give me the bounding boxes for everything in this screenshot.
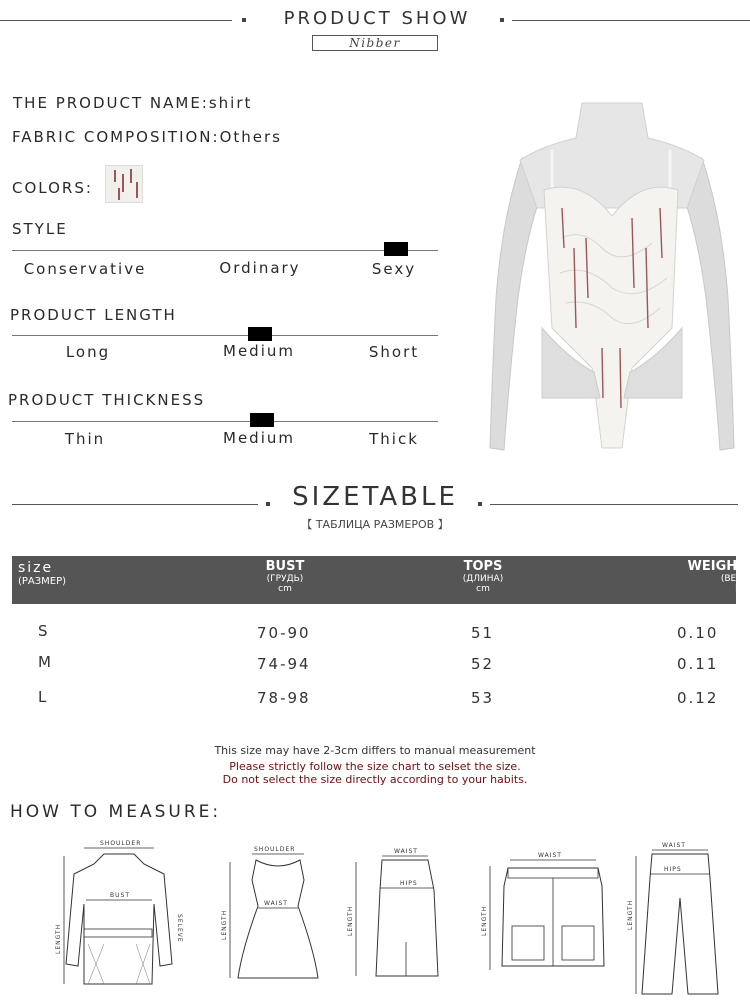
sizetable-title: SIZETABLE — [292, 482, 458, 512]
thickness-option: Medium — [223, 429, 295, 447]
waist-label: WAIST — [538, 852, 562, 859]
style-option: Sexy — [371, 260, 417, 278]
bust-label: BUST — [110, 892, 130, 899]
length-scale-line — [12, 335, 438, 336]
col-header-tops: TOPS (ДЛИНА) cm — [462, 559, 504, 594]
header-line-right — [512, 20, 750, 21]
header-dot-left — [242, 18, 246, 22]
style-option: Ordinary — [219, 259, 301, 277]
thickness-option: Thick — [369, 430, 419, 448]
shoulder-label: SHOULDER — [100, 840, 142, 847]
col-header-bust: BUST (ГРУДЬ) cm — [265, 559, 305, 594]
table-cell-bust: 78-98 — [257, 689, 311, 707]
table-cell-size: M — [38, 653, 53, 671]
length-option: Short — [368, 343, 420, 361]
shoulder-label: SHOULDER — [254, 846, 296, 853]
header-dot-right — [500, 18, 504, 22]
jacket-measure-diagram — [44, 834, 194, 994]
col-header-size: size (РАЗМЕР) — [18, 560, 67, 587]
length-option: Medium — [223, 342, 295, 360]
waist-label: WAIST — [264, 900, 288, 907]
table-cell-bust: 70-90 — [257, 624, 311, 642]
table-cell-tops: 53 — [471, 689, 495, 707]
product-photo — [482, 98, 742, 468]
thickness-marker — [250, 413, 274, 427]
length-marker — [248, 327, 272, 341]
colors-label: COLORS: — [12, 179, 93, 197]
length-label: LENGTH — [627, 899, 634, 930]
style-marker — [384, 242, 408, 256]
size-table-header — [12, 556, 746, 604]
length-option: Long — [65, 343, 111, 361]
product-name: THE PRODUCT NAME:shirt — [13, 94, 253, 112]
table-cell-weight: 0.10 — [677, 624, 719, 642]
sizetable-line-right — [490, 504, 738, 505]
length-title: PRODUCT LENGTH — [10, 306, 177, 324]
skirt-measure-diagram — [342, 846, 452, 991]
table-cell-size: S — [38, 622, 50, 640]
length-label: LENGTH — [347, 905, 354, 936]
table-cell-weight: 0.11 — [677, 655, 719, 673]
length-label: LENGTH — [481, 905, 488, 936]
brand-name: Nibber — [312, 35, 438, 51]
table-cell-size: L — [38, 688, 49, 706]
page-title: PRODUCT SHOW — [283, 8, 471, 29]
table-cell-weight: 0.12 — [677, 689, 719, 707]
table-cell-tops: 52 — [471, 655, 495, 673]
size-warning-1: Please strictly follow the size chart to selset the size. — [229, 760, 521, 773]
length-label: LENGTH — [221, 909, 228, 940]
pants-measure-diagram — [622, 838, 742, 998]
waist-label: WAIST — [394, 848, 418, 855]
hips-label: HIPS — [664, 866, 682, 873]
col-header-weight: WEIGHT (BEC) kg — [687, 559, 746, 594]
style-scale-line — [12, 250, 438, 251]
how-to-measure-title: HOW TO MEASURE: — [10, 802, 222, 822]
measurement-note: This size may have 2-3cm differs to manual measurement — [214, 744, 536, 757]
color-swatch[interactable] — [105, 165, 143, 203]
sizetable-dot-right — [478, 502, 482, 506]
header-line-left — [0, 20, 232, 21]
length-label: LENGTH — [55, 923, 62, 954]
table-cell-bust: 74-94 — [257, 655, 311, 673]
thickness-scale-line — [12, 421, 438, 422]
size-warning-2: Do not select the size directly according to your habits. — [222, 773, 528, 786]
seleve-label: SELEVE — [176, 914, 183, 943]
waist-label: WAIST — [662, 842, 686, 849]
style-title: STYLE — [12, 220, 68, 238]
style-option: Conservative — [23, 260, 147, 278]
thickness-option: Thin — [64, 430, 106, 448]
sizetable-subtitle: 【 ТАБЛИЦА РАЗМЕРОВ 】 — [301, 518, 449, 531]
thickness-title: PRODUCT THICKNESS — [8, 391, 206, 409]
fabric-composition: FABRIC COMPOSITION:Others — [12, 128, 282, 146]
dress-measure-diagram — [214, 840, 324, 990]
hips-label: HIPS — [400, 880, 418, 887]
sizetable-line-left — [12, 504, 258, 505]
shorts-measure-diagram — [476, 846, 616, 981]
table-cell-tops: 51 — [471, 624, 495, 642]
